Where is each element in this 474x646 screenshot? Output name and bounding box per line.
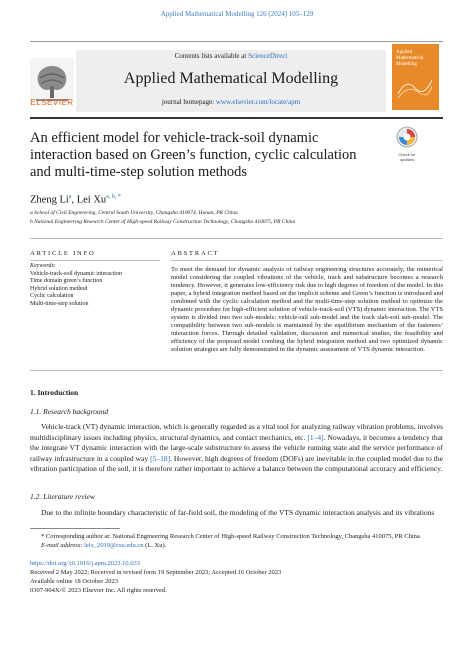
article-info-divider xyxy=(30,260,160,261)
homepage-link[interactable]: www.elsevier.com/locate/apm xyxy=(215,98,301,106)
received-dates: Received 2 May 2022; Received in revised form 19 September 2023; Accepted 16 October 2023 xyxy=(30,569,282,576)
abstract-bottom-divider xyxy=(30,370,443,371)
top-divider xyxy=(30,41,443,42)
contents-prefix: Contents lists available at xyxy=(174,52,249,60)
paragraph-text: Vehicle-track (VT) dynamic interaction, which is generally regarded as a vital tool for analyzing railway vibration problems, involves multidisciplinary issues including physics, structural dynamics, and contact mechanics, etc. xyxy=(30,422,443,442)
homepage-prefix: journal homepage: xyxy=(161,98,216,106)
journal-reference[interactable]: Applied Mathematical Modelling 126 (2024) 105–129 xyxy=(160,10,314,18)
email-label: E-mail address: xyxy=(41,542,85,549)
article-info-heading: ARTICLE INFO xyxy=(30,250,96,257)
article-title: An efficient model for vehicle-track-soil dynamic interaction based on Green’s function, cyclic calculation and multi-time-step solution methods xyxy=(30,130,357,180)
elsevier-wordmark: ELSEVIER xyxy=(30,98,74,107)
author-name[interactable]: Zheng Li xyxy=(30,194,69,206)
keyword: Hybrid solution method xyxy=(30,285,88,292)
author-name[interactable]: Lei Xu xyxy=(76,194,107,206)
subsection-heading-background: 1.1. Research background xyxy=(30,407,109,416)
abstract-heading: ABSTRACT xyxy=(171,250,220,257)
check-for-updates-icon[interactable] xyxy=(396,126,418,152)
available-online: Available online 18 October 2023 xyxy=(30,578,118,585)
header-divider xyxy=(30,117,443,119)
keywords-block xyxy=(30,263,160,308)
keyword: Vehicle-track-soil dynamic interaction xyxy=(30,270,122,277)
journal-cover[interactable] xyxy=(392,44,439,110)
keyword: Multi-time-step solution xyxy=(30,300,89,307)
corresponding-author-note: * Corresponding author at: National Engineering Research Center of High-speed Railway Construction Technology, Changsha 410075, PR China. xyxy=(41,533,422,540)
email-suffix: (L. Xu). xyxy=(143,542,167,549)
cover-graphic xyxy=(398,74,432,100)
paragraph-text: . Nowadays, it becomes a tendency that the integrate VT dynamic interaction with the large-scale substructure to assess the vehicle running state and the service performance of railway infrastructure in a coupled way xyxy=(30,432,443,463)
homepage-line xyxy=(76,98,386,106)
keywords-label: Keywords: xyxy=(30,263,56,269)
affiliation-b: b National Engineering Research Center of High-speed Railway Construction Technology, Changsha 410075, PR China xyxy=(30,219,296,225)
author-affil-sup[interactable]: a xyxy=(68,194,72,200)
email-line xyxy=(41,542,454,550)
paragraph-text: . However, high degrees of freedom (DOFs) are inevitable in the coupled model due to the vibration participation of the soil, it is therefore rather important to achieve a balance between the computational accuracy and efficiency. xyxy=(30,453,443,473)
footnote-divider xyxy=(30,528,120,529)
affiliation-a: a School of Civil Engineering, Central South University, Changsha 410074, Hunan, PR China xyxy=(30,210,238,216)
doi-link[interactable]: https://doi.org/10.1016/j.apm.2023.10.033 xyxy=(30,560,141,567)
copyright: 0307-904X/© 2023 Elsevier Inc. All rights reserved. xyxy=(30,587,167,594)
intro-paragraph-2: Due to the infinite boundary characteristic of far-field soil, the modeling of the VTS dynamic interaction analysis and its vibrations xyxy=(41,508,435,517)
author-affil-sup[interactable]: a, b, * xyxy=(106,194,121,200)
citation-link[interactable]: [1–4] xyxy=(307,432,324,442)
subsection-heading-literature: 1.2. Literature review xyxy=(30,492,95,501)
abstract-text: To meet the demand for dynamic analysis of railway engineering structures accurately, the numerical model considering the coupled vibrations of the vehicle, track and substructure becomes a research tendency. However, it generates low-efficiency risk due to high degrees of freedom of the model. In this paper, a hybrid integration method based on the implicit scheme and Green’s function is introduced and combined with the cyclic calculation method and the multi-time-step solution method to optimize the dynamic procedure for high-efficient solution of vehicle-track-soil (VTS) dynamic interaction. The VTS system is divided into two sub-models: vehicle-rail sub-model and the track slab-soil sub-model. The compatibility between two sub-models is maintained by the equilibrium mechanism of the fasteners’ interaction forces. Through detailed validation, discussion and numerical studies, the feasibility and efficiency of the proposed model combing the hybrid integration method and two optimized dynamic solution strategies are fully demonstrated in the dynamic assessment of VTS dynamic interaction. xyxy=(171,266,443,354)
abstract-divider xyxy=(171,260,443,261)
keyword: Cyclic calculation xyxy=(30,293,74,299)
affiliation-divider xyxy=(30,238,443,239)
contents-line xyxy=(76,52,386,60)
cover-title: Applied Mathematical Modelling xyxy=(396,50,424,67)
author-list: Zheng Li$^a$, Lei $Xu^{a, b, *}$ xyxy=(30,194,121,206)
journal-title: Applied Mathematical Modelling xyxy=(123,70,339,87)
citation-link[interactable]: [5–18] xyxy=(150,453,171,463)
intro-paragraph-1 xyxy=(30,422,443,475)
section-heading-introduction: 1. Introduction xyxy=(30,388,79,397)
email-link[interactable]: leix_2019@csu.edu.cn xyxy=(84,542,144,549)
sciencedirect-link[interactable]: ScienceDirect xyxy=(248,52,288,60)
check-for-updates-label: Check for updates xyxy=(398,152,416,162)
keyword: Time domain green’s function xyxy=(30,278,103,284)
